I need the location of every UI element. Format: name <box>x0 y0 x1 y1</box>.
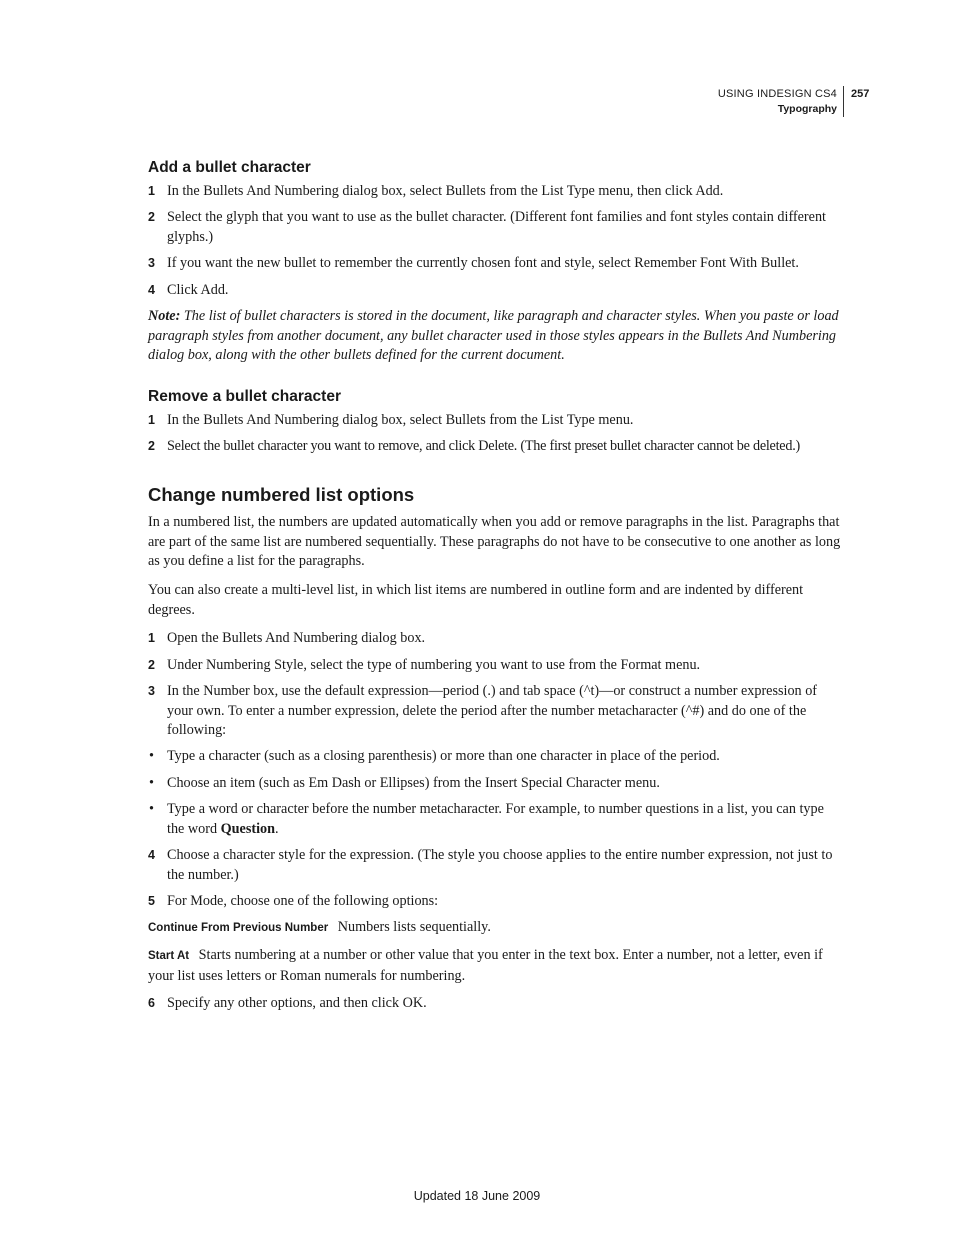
step-number: 2 <box>148 439 155 453</box>
step-number: 5 <box>148 894 155 908</box>
bullet-text: Type a character (such as a closing parenthesis) or more than one character in place of the period. <box>167 748 720 764</box>
list-item <box>148 682 842 741</box>
list-item <box>148 994 842 1014</box>
step-number: 2 <box>148 658 155 672</box>
bullet-symbol: • <box>149 775 154 791</box>
note-paragraph <box>148 307 842 366</box>
list-item <box>148 182 842 202</box>
section-name: Typography <box>777 103 837 115</box>
list-item <box>148 629 842 649</box>
step-text: Specify any other options, and then click OK. <box>167 995 427 1011</box>
step-number: 4 <box>148 848 155 862</box>
heading-change-numbered: Change numbered list options <box>148 484 415 505</box>
bullet-item <box>148 747 842 767</box>
note-label: Note: <box>148 308 181 324</box>
bullet-text <box>167 800 842 839</box>
body-paragraph: In a numbered list, the numbers are updated automatically when you add or remove paragraphs in the list. Paragraphs that are part of the same list are numbered sequentially. These paragraphs do not have to be consecutive to one another as long as you define a list for the paragraphs. <box>148 514 841 570</box>
list-item <box>148 411 842 431</box>
step-number: 1 <box>148 631 155 645</box>
step-text: Under Numbering Style, select the type of numbering you want to use from the Format menu. <box>167 657 701 673</box>
step-number: 6 <box>148 996 155 1010</box>
page-footer: Updated 18 June 2009 <box>413 1189 541 1203</box>
definition-text: Numbers lists sequentially. <box>337 919 491 935</box>
list-item <box>148 846 842 885</box>
page-number: 257 <box>851 88 870 100</box>
list-item <box>148 281 842 301</box>
step-text: Open the Bullets And Numbering dialog box. <box>167 630 426 646</box>
bullet-item <box>148 774 842 794</box>
definition-text: Starts numbering at a number or other value that you enter in the text box. Enter a number, not a letter, even if your list uses letters or Roman numerals for numbering. <box>148 947 823 984</box>
running-header <box>718 86 844 117</box>
list-item <box>148 254 842 274</box>
step-number: 1 <box>148 184 155 198</box>
bullet-symbol: • <box>149 801 154 817</box>
step-text: Choose a character style for the expression. (The style you choose applies to the entire number expression, not just to the number.) <box>167 847 833 883</box>
step-text: In the Bullets And Numbering dialog box, select Bullets from the List Type menu, then click Add. <box>167 183 724 199</box>
step-number: 1 <box>148 413 155 427</box>
step-text: If you want the new bullet to remember the currently chosen font and style, select Remember Font With Bullet. <box>167 255 799 271</box>
step-text: Select the bullet character you want to remove, and click Delete. (The first preset bullet character cannot be deleted.) <box>167 438 800 454</box>
bullet-item <box>148 800 842 839</box>
definition-term: Start At <box>148 950 190 962</box>
step-number: 2 <box>148 210 155 224</box>
definition-term: Continue From Previous Number <box>148 922 329 934</box>
body-paragraph: You can also create a multi-level list, in which list items are numbered in outline form and are indented by different degrees. <box>148 582 804 618</box>
bullet-text-main: Type a word or character before the number metacharacter. For example, to number questions in a list, you can type the word <box>167 801 824 837</box>
list-item <box>148 437 842 457</box>
step-text: In the Bullets And Numbering dialog box, select Bullets from the List Type menu. <box>167 412 634 428</box>
step-text: Select the glyph that you want to use as the bullet character. (Different font families and font styles contain different glyphs.) <box>167 209 826 245</box>
definition-item <box>148 918 842 939</box>
list-item <box>148 656 842 676</box>
step-text: For Mode, choose one of the following options: <box>167 893 439 909</box>
list-item <box>148 208 842 247</box>
heading-remove-bullet: Remove a bullet character <box>148 388 341 405</box>
bullet-text: Choose an item (such as Em Dash or Ellipses) from the Insert Special Character menu. <box>167 775 660 791</box>
note-text: The list of bullet characters is stored in the document, like paragraph and character styles. When you paste or load paragraph styles from another document, any bullet character used in those styles appears in the Bullets And Numbering dialog box, along with the other bullets defined for the current document. <box>148 308 839 364</box>
definition-item <box>148 946 842 986</box>
step-number: 4 <box>148 283 155 297</box>
bullet-symbol: • <box>149 748 154 764</box>
heading-add-bullet: Add a bullet character <box>148 159 311 176</box>
list-item <box>148 892 842 912</box>
step-number: 3 <box>148 256 155 270</box>
step-text: Click Add. <box>167 282 229 298</box>
step-number: 3 <box>148 684 155 698</box>
bullet-text-end: . <box>275 820 279 837</box>
bold-term: Question <box>220 820 275 837</box>
step-text: In the Number box, use the default expression—period (.) and tab space (^t)—or construct a number expression of your own. To enter a number expression, delete the period after the number metacharacter (^#) and do one of the following: <box>167 683 818 739</box>
document-title: USING INDESIGN CS4 <box>717 88 837 100</box>
